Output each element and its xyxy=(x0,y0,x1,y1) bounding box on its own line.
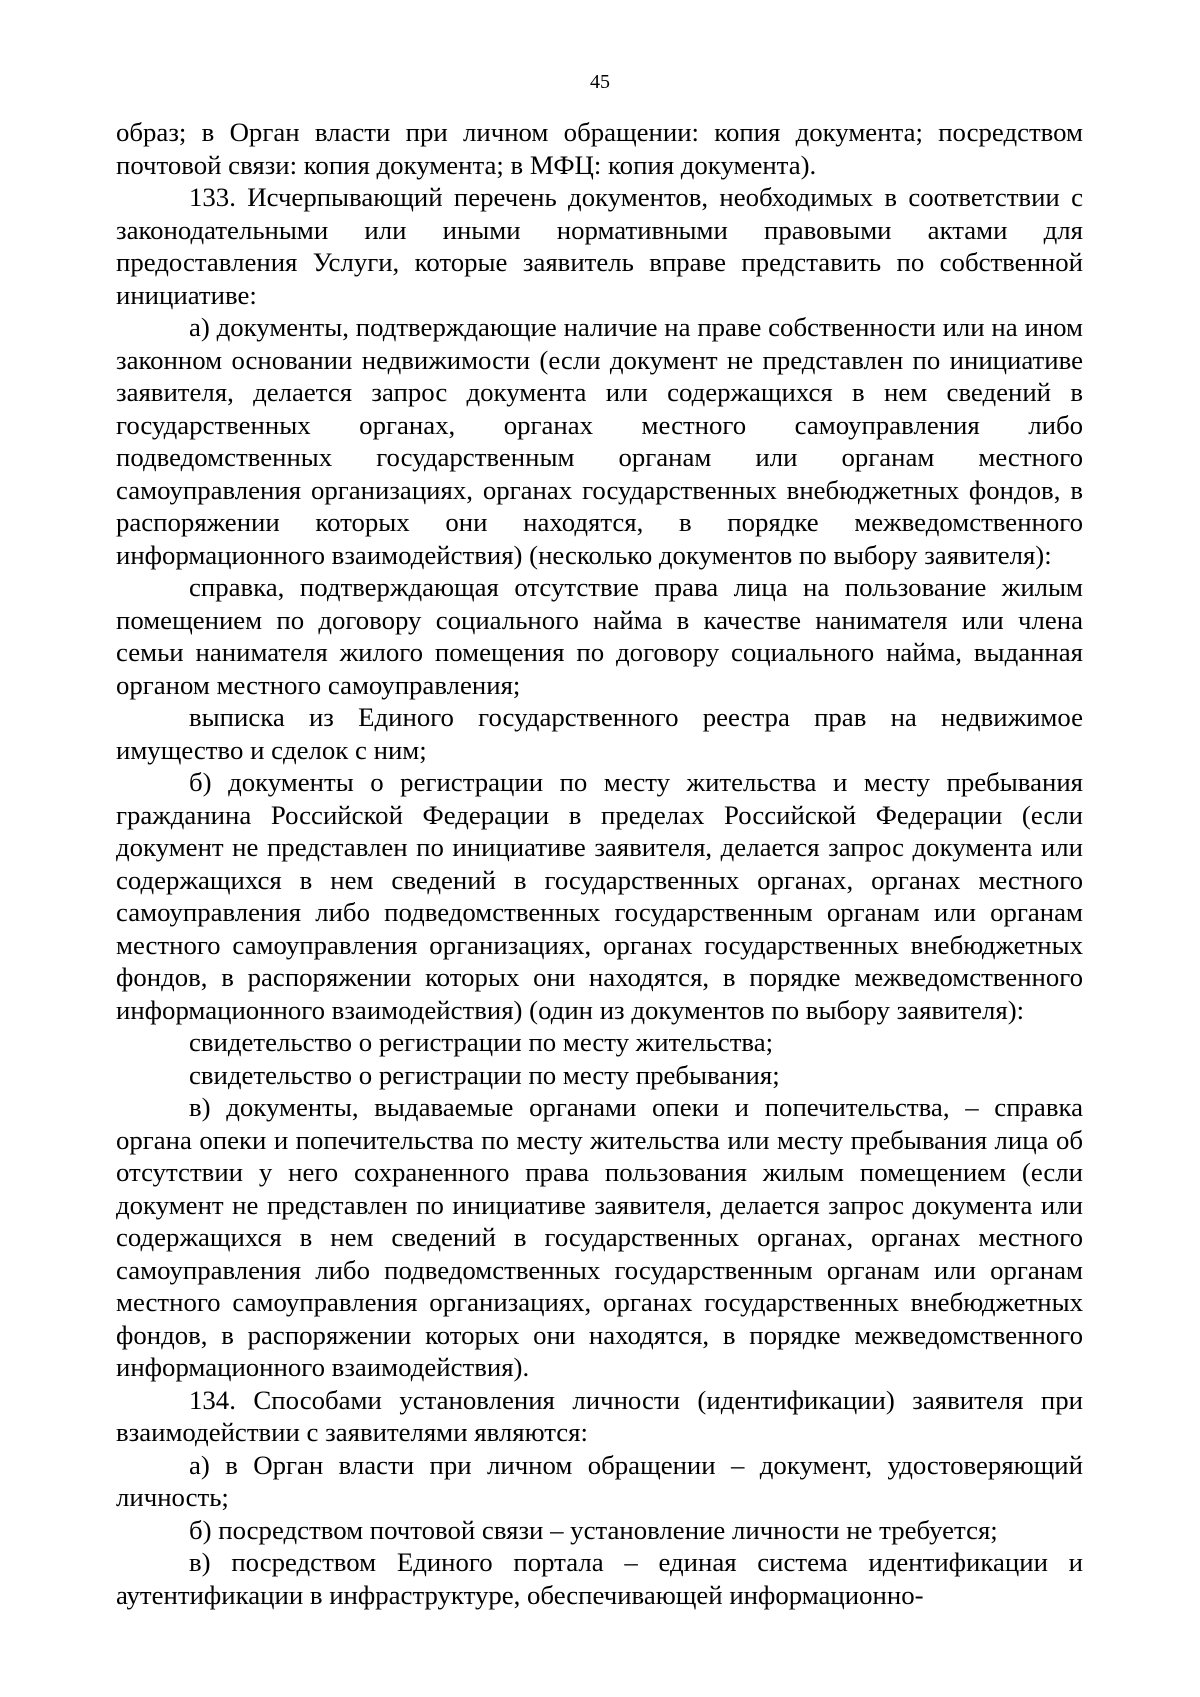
paragraph: а) в Орган власти при личном обращении – документ, удостоверяющий личность; xyxy=(116,1449,1083,1512)
paragraph: выписка из Единого государственного реестра прав на недвижимое имущество и сделок с ним; xyxy=(116,702,1083,765)
document-body xyxy=(116,116,1083,1611)
paragraph: б) документы о регистрации по месту жительства и месту пребывания гражданина Российской Федерации в пределах Российской Федерации (если документ не представлен по инициативе заявителя, делается запрос документа или содержащихся в нем сведений в государственных органах, органах местного самоуправления либо подведомственных государственным органам или органам местного самоуправления организациях, органах государственных внебюджетных фондов, в распоряжении которых они находятся, в порядке межведомственного информационного взаимодействия) (один из документов по выбору заявителя): xyxy=(116,767,1083,1025)
paragraph: справка, подтверждающая отсутствие права лица на пользование жилым помещением по договору социального найма в качестве нанимателя или члена семьи нанимателя жилого помещения по договору социального найма, выданная органом местного самоуправления; xyxy=(116,572,1083,700)
paragraph: в) посредством Единого портала – единая система идентификации и аутентификации в инфраструктуре, обеспечивающей информационно- xyxy=(116,1547,1083,1610)
paragraph: а) документы, подтверждающие наличие на праве собственности или на ином законном основании недвижимости (если документ не представлен по инициативе заявителя, делается запрос документа или содержащихся в нем сведений в государственных органах, органах местного самоуправления либо подведомственных государственным органам или органам местного самоуправления организациях, органах государственных внебюджетных фондов, в распоряжении которых они находятся, в порядке межведомственного информационного взаимодействия) (несколько документов по выбору заявителя): xyxy=(116,312,1083,570)
paragraph: 133. Исчерпывающий перечень документов, необходимых в соответствии с законодательными или иными нормативными правовыми актами для предоставления Услуги, которые заявитель вправе представить по собственной инициативе: xyxy=(116,182,1083,310)
paragraph: образ; в Орган власти при личном обращении: копия документа; посредством почтовой связи: копия документа; в МФЦ: копия документа). xyxy=(116,117,1083,180)
paragraph: свидетельство о регистрации по месту пребывания; xyxy=(189,1059,780,1090)
paragraph: в) документы, выдаваемые органами опеки и попечительства, – справка органа опеки и попечительства по месту жительства или месту пребывания лица об отсутствии у него сохраненного права пользования жилым помещением (если документ не представлен по инициативе заявителя, делается запрос документа или содержащихся в нем сведений в государственных органах, органах местного самоуправления либо подведомственных государственным органам или органам местного самоуправления организациях, органах государственных внебюджетных фондов, в распоряжении которых они находятся, в порядке межведомственного информационного взаимодействия). xyxy=(116,1092,1083,1382)
page-number: 45 xyxy=(590,71,610,93)
paragraph: свидетельство о регистрации по месту жительства; xyxy=(189,1027,774,1057)
paragraph: 134. Способами установления личности (идентификации) заявителя при взаимодействии с заявителями являются: xyxy=(116,1384,1083,1447)
paragraph: б) посредством почтовой связи – установление личности не требуется; xyxy=(189,1514,998,1545)
